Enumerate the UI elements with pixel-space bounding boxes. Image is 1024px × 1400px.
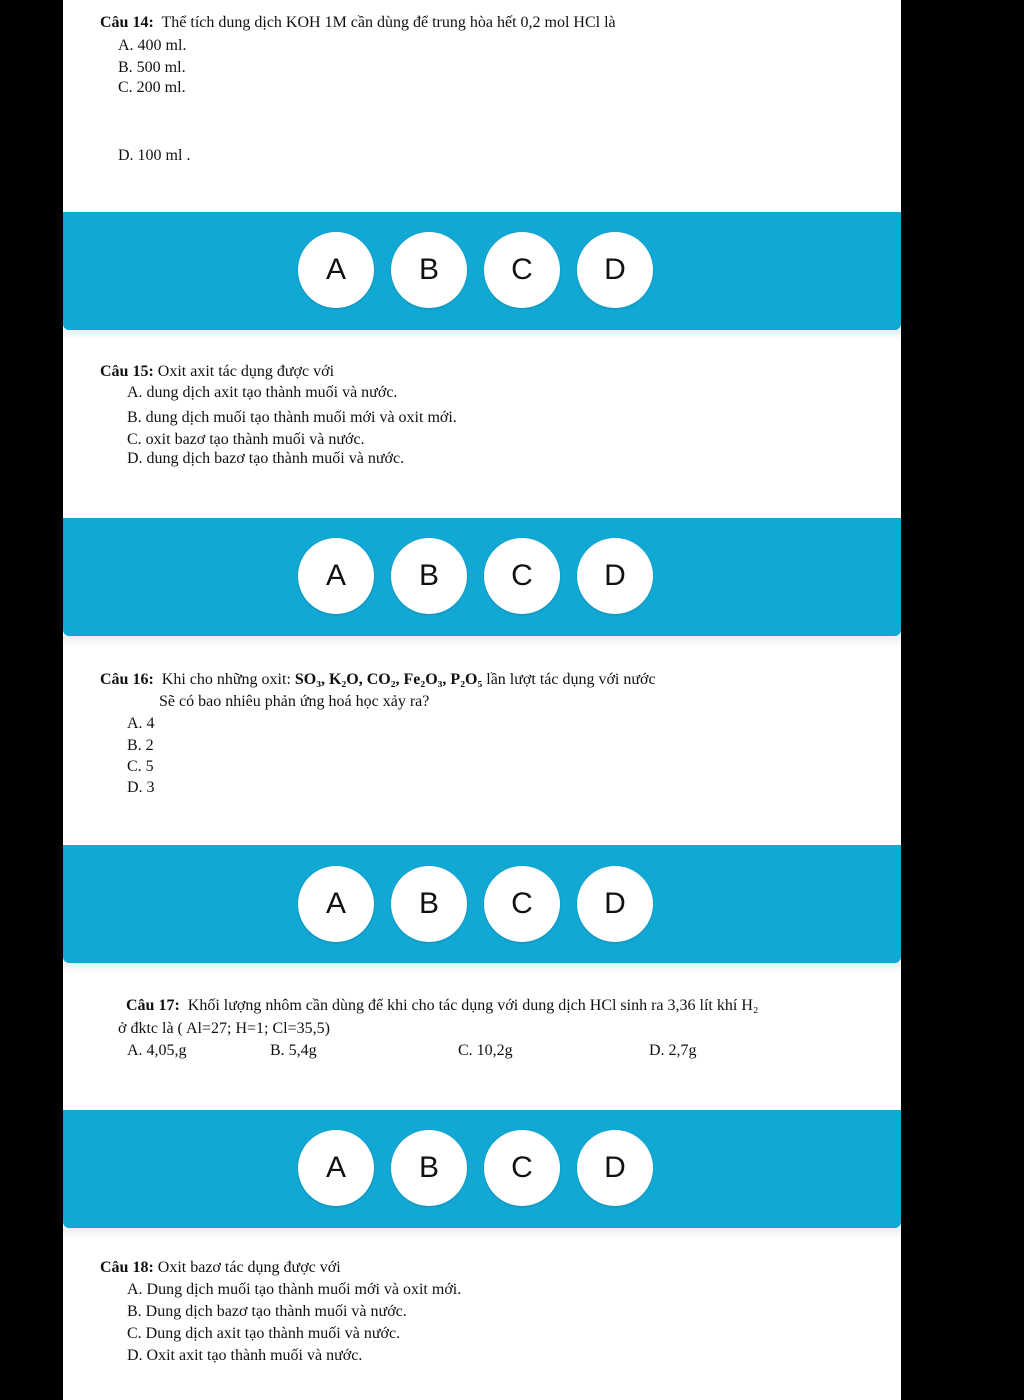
option-d: D. 100 ml . [118, 147, 191, 164]
option-a: A. 4,05,g [127, 1042, 187, 1059]
question-15 [100, 362, 334, 382]
question-stem: Khối lượng nhôm cần dùng để khi cho tác dụng với dung dịch HCl sinh ra 3,36 lít khí H₂ [187, 997, 759, 1014]
question-17 [126, 996, 758, 1016]
answer-c-button[interactable]: C [484, 232, 560, 308]
answer-d-button[interactable]: D [577, 538, 653, 614]
option-c: C. oxit bazơ tạo thành muối và nước. [127, 431, 365, 448]
answer-d-button[interactable]: D [577, 232, 653, 308]
answer-c-button[interactable]: C [484, 1130, 560, 1206]
option-a: A. dung dịch axit tạo thành muối và nước. [127, 384, 398, 401]
option-b: B. 5,4g [270, 1042, 317, 1059]
answer-a-button[interactable]: A [298, 1130, 374, 1206]
answer-a-button[interactable]: A [298, 866, 374, 942]
question-stem-suffix: lần lượt tác dụng với nước [486, 671, 656, 688]
option-b: B. dung dịch muối tạo thành muối mới và oxit mới. [127, 409, 457, 426]
option-c: C. 5 [127, 758, 154, 775]
question-label: Câu 15: [100, 363, 154, 380]
option-c: C. Dung dịch axit tạo thành muối và nước. [127, 1325, 401, 1342]
question-stem: Thể tích dung dịch KOH 1M cần dùng để trung hòa hết 0,2 mol HCl là [161, 14, 616, 31]
answer-band-17 [63, 1110, 901, 1228]
option-c: C. 10,2g [458, 1042, 513, 1059]
question-16 [100, 670, 656, 690]
option-d: D. 3 [127, 779, 155, 796]
answer-b-button[interactable]: B [391, 1130, 467, 1206]
oxide-list: SO₃, K₂O, CO₂, Fe₂O₃, P₂O₅ [294, 671, 483, 688]
option-b: B. 500 ml. [118, 59, 186, 76]
answer-b-button[interactable]: B [391, 538, 467, 614]
answer-d-button[interactable]: D [577, 866, 653, 942]
option-c: C. 200 ml. [118, 79, 186, 96]
option-d: D. Oxit axit tạo thành muối và nước. [127, 1347, 363, 1364]
frame-right [901, 0, 1024, 1400]
answer-band-16 [63, 845, 901, 963]
option-a: A. Dung dịch muối tạo thành muối mới và oxit mới. [127, 1281, 462, 1298]
question-label: Câu 16: [100, 671, 154, 688]
option-b: B. 2 [127, 737, 154, 754]
option-d: D. 2,7g [649, 1042, 697, 1059]
question-stem-line2: ở đktc là ( Al=27; H=1; Cl=35,5) [118, 1020, 330, 1037]
question-stem-line2: Sẽ có bao nhiêu phản ứng hoá học xảy ra? [159, 693, 430, 710]
answer-c-button[interactable]: C [484, 866, 560, 942]
question-14 [100, 13, 616, 33]
answer-a-button[interactable]: A [298, 232, 374, 308]
option-d: D. dung dịch bazơ tạo thành muối và nước. [127, 450, 405, 467]
option-a: A. 4 [127, 715, 155, 732]
answer-b-button[interactable]: B [391, 232, 467, 308]
option-a: A. 400 ml. [118, 37, 187, 54]
question-label: Câu 14: [100, 14, 154, 31]
answer-d-button[interactable]: D [577, 1130, 653, 1206]
question-stem-prefix: Khi cho những oxit: [161, 671, 291, 688]
answer-band-15 [63, 518, 901, 636]
question-stem: Oxit bazơ tác dụng được với [157, 1259, 341, 1276]
question-label: Câu 17: [126, 997, 180, 1014]
answer-b-button[interactable]: B [391, 866, 467, 942]
answer-band-14 [63, 212, 901, 330]
option-b: B. Dung dịch bazơ tạo thành muối và nước. [127, 1303, 407, 1320]
question-18 [100, 1258, 341, 1278]
question-label: Câu 18: [100, 1259, 154, 1276]
question-stem: Oxit axit tác dụng được với [157, 363, 335, 380]
answer-a-button[interactable]: A [298, 538, 374, 614]
answer-c-button[interactable]: C [484, 538, 560, 614]
worksheet-page [63, 0, 901, 1400]
